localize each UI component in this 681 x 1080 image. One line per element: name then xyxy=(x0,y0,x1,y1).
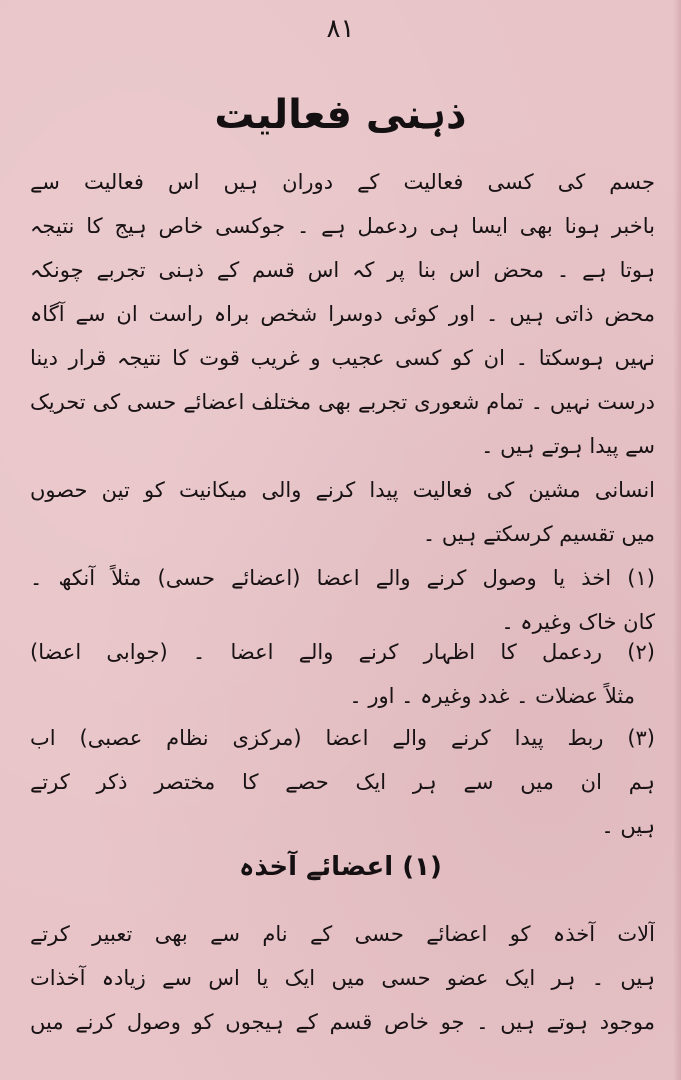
page-number: ۸۱ xyxy=(326,14,355,44)
paragraph-2 xyxy=(30,468,655,556)
text-line: ہیں ۔ xyxy=(601,814,655,838)
text-line: ہیں ۔ ہر ایک عضو حسی میں ایک یا اس سے زیادہ آخذات xyxy=(30,966,655,990)
text-line: سے پیدا ہوتے ہیں ۔ xyxy=(481,434,655,458)
paragraph-3 xyxy=(30,912,655,1044)
section-heading: (۱) اعضائے آخذہ xyxy=(239,852,442,882)
text-line: ہم ان میں سے ہر ایک حصے کا مختصر ذکر کرتے xyxy=(30,770,655,794)
text-line: (۲) ردعمل کا اظہار کرنے والے اعضا ۔ (جوابی اعضا) xyxy=(30,640,655,664)
text-line: کان خاک وغیرہ ۔ xyxy=(501,610,655,634)
text-line: نہیں ہوسکتا ۔ ان کو کسی عجیب و غریب قوت کا نتیجہ قرار دینا xyxy=(30,346,655,370)
paragraph-1 xyxy=(30,160,655,468)
chapter-title: ذہنی فعالیت xyxy=(214,92,467,138)
text-line: درست نہیں ۔ تمام شعوری تجربے بھی مختلف اعضائے حسی کی تحریک xyxy=(30,390,655,414)
text-line: (۳) ربط پیدا کرنے والے اعضا (مرکزی نظام عصبی) اب xyxy=(30,726,655,750)
text-line: ہوتا ہے ۔ محض اس بنا پر کہ اس قسم کے ذہنی تجربے چونکہ xyxy=(30,258,655,282)
text-line: مثلاً عضلات ۔ غدد وغیرہ ۔ اور ۔ xyxy=(349,684,635,708)
text-line: میں تقسیم کرسکتے ہیں ۔ xyxy=(422,522,655,546)
text-line: باخبر ہونا بھی ایسا ہی ردعمل ہے ۔ جوکسی خاص ہیج کا نتیجہ xyxy=(30,214,655,238)
text-line: محض ذاتی ہیں ۔ اور کوئی دوسرا شخص براہ راست ان سے آگاہ xyxy=(30,302,655,326)
text-line: آلات آخذہ کو اعضائے حسی کے نام سے بھی تعبیر کرتے xyxy=(30,922,655,946)
list-item-3 xyxy=(30,716,655,848)
text-line: موجود ہوتے ہیں ۔ جو خاص قسم کے ہیجوں کو وصول کرنے میں xyxy=(30,1010,655,1034)
text-line: (۱) اخذ یا وصول کرنے والے اعضا (اعضائے حسی) مثلاً آنکھ ۔ xyxy=(30,566,655,590)
page-edge-shadow xyxy=(673,0,681,1080)
list-item-2 xyxy=(30,630,655,718)
text-line: انسانی مشین کی فعالیت پیدا کرنے والی میکانیت کو تین حصوں xyxy=(30,478,655,502)
text-line: جسم کی کسی فعالیت کے دوران ہیں اس فعالیت سے xyxy=(30,170,655,194)
